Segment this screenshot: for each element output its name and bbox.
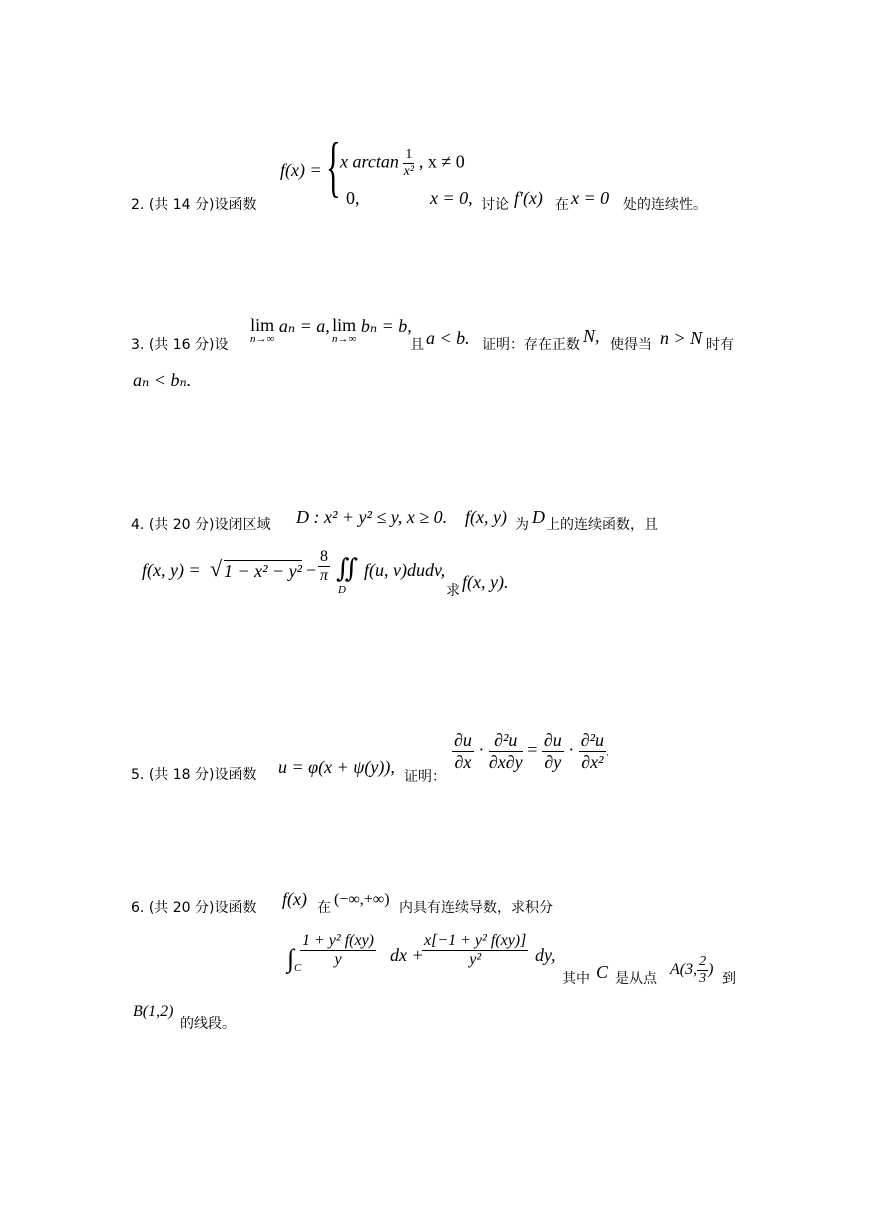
result: aₙ < bₙ.	[133, 370, 192, 390]
fprime: f′(x)	[514, 188, 543, 208]
problem-number: 2. (共 14 分)设函数	[131, 197, 257, 213]
text-discuss: 讨论	[481, 197, 509, 213]
integral-sub: C	[294, 962, 302, 974]
sqrt-body: 1 − x² − y²	[224, 561, 303, 581]
text-desc: 内具有连续导数，求积分	[399, 900, 553, 916]
text-at: 在	[555, 197, 569, 213]
domain: D : x² + y² ≤ y, x ≥ 0.	[296, 507, 448, 527]
term-1: $\frac{\text{1 + y² f(xy)}}{y}$	[302, 932, 374, 968]
dx: dx +	[390, 945, 424, 965]
interval: (−∞,+∞)	[334, 891, 390, 908]
text-seg: 的线段。	[180, 1016, 236, 1032]
text-from: 是从点	[615, 971, 657, 987]
integral-sub: D	[338, 584, 346, 596]
problem-number: 4. (共 20 分)设闭区域	[131, 517, 271, 533]
domain-D: D	[532, 507, 545, 527]
text-in: 在	[317, 900, 331, 916]
problem-number: 5. (共 18 分)设函数	[131, 767, 257, 783]
text-is: 为	[515, 517, 529, 533]
eq-lhs: f(x, y) =	[142, 560, 201, 580]
text-desc: 上的连续函数，且	[546, 517, 658, 533]
case2-value: 0,	[346, 188, 360, 208]
text-find: 求	[446, 583, 460, 599]
point-A: A(3, $\frac{2}{3}$ )	[670, 954, 714, 986]
func: f(x)	[282, 889, 307, 909]
line-integral: ∫	[287, 944, 295, 973]
formula-lhs: f(x) =	[280, 160, 322, 180]
find-expr: f(x, y).	[462, 572, 509, 592]
left-brace: {	[326, 128, 341, 204]
func: u = φ(x + ψ(y)),	[278, 757, 395, 777]
condition: a < b.	[426, 328, 470, 348]
double-integral: ∬	[336, 554, 359, 583]
point-B: B(1,2)	[133, 1003, 174, 1020]
text-and: 且	[410, 337, 424, 353]
limit-1: lim n→∞ aₙ = a,	[250, 315, 330, 345]
inequality: n > N	[660, 328, 703, 348]
problem-number: 3. (共 16 分)设	[131, 337, 229, 353]
text-to: 到	[722, 971, 736, 987]
integrand: f(u, v)dudv,	[364, 560, 446, 580]
text-such: 使得当	[610, 337, 652, 353]
point: x = 0	[571, 188, 610, 208]
text-suffix: 处的连续性。	[623, 197, 707, 213]
case2-condition: x = 0,	[430, 188, 473, 208]
case1: x arctan $\frac{1}{\text{x²}}$ , x ≠ 0	[340, 147, 465, 179]
text-prove: 证明：	[404, 769, 446, 785]
text-when: 时有	[706, 337, 734, 353]
text-where: 其中	[562, 971, 590, 987]
identity: $\frac{\partial u}{\partial x}$ · $\frac{\text{∂²u}}{\partial x\partial y}$ = $\frac{\partial u}{\partial y}$ · $\frac{\text{∂²u}}{\text{∂x²}}$ .	[454, 730, 609, 772]
fraction-8-pi: $\frac{8}{\pi}$	[319, 548, 328, 584]
text-prove: 证明：存在正数	[482, 337, 580, 353]
limit-2: lim n→∞ bₙ = b,	[332, 315, 412, 345]
minus: −	[306, 560, 317, 580]
term-2: $\frac{\text{x[−1 + y² f(xy)]}}{\text{y²}}$	[424, 932, 527, 968]
func: f(x, y)	[465, 507, 507, 527]
dy: dy,	[535, 945, 556, 965]
N: N,	[583, 326, 600, 346]
sqrt-sign: √	[210, 556, 223, 581]
problem-number: 6. (共 20 分)设函数	[131, 900, 257, 916]
curve-C: C	[596, 962, 609, 982]
